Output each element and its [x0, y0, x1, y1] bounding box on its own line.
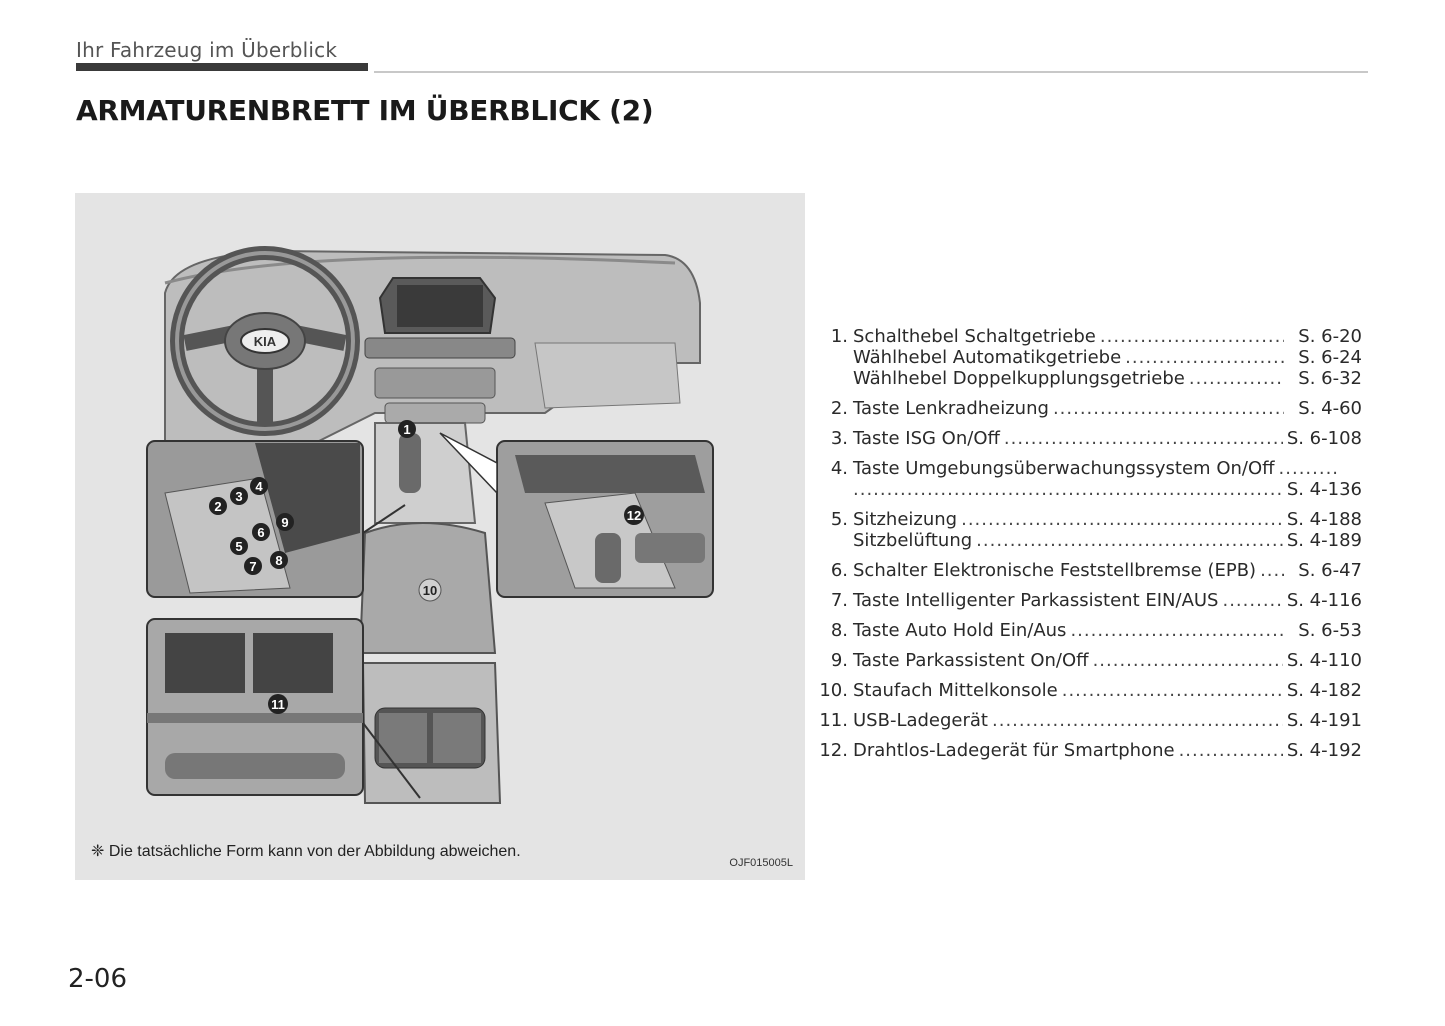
item-label: Taste Umgebungsüberwachungssystem On/Off: [853, 458, 1275, 479]
svg-text:10: 10: [422, 583, 438, 598]
list-item: [812, 590, 1362, 611]
callout-1: [398, 420, 416, 438]
svg-text:12: 12: [626, 508, 642, 523]
page-ref[interactable]: S. 4-191: [1286, 710, 1362, 731]
inset-rear-vents: [147, 619, 363, 795]
svg-text:9: 9: [281, 515, 289, 530]
list-item: [812, 428, 1362, 449]
page-ref[interactable]: S. 4-110: [1286, 650, 1362, 671]
item-label: Schalthebel Schaltgetriebe: [853, 326, 1096, 347]
header-rule-light: [374, 71, 1368, 73]
item-label: Wählhebel Doppelkupplungsgetriebe: [853, 368, 1185, 389]
callout-3: [230, 487, 248, 505]
dashboard-drawing: [75, 193, 805, 880]
list-item: [812, 620, 1362, 641]
item-label: Taste ISG On/Off: [853, 428, 1000, 449]
svg-text:11: 11: [271, 697, 285, 712]
svg-text:4: 4: [255, 479, 263, 494]
callout-7: [244, 557, 262, 575]
svg-text:5: 5: [235, 539, 243, 554]
list-item: [812, 398, 1362, 419]
page-ref[interactable]: S. 4-189: [1286, 530, 1362, 551]
page-title: ARMATURENBRETT IM ÜBERBLICK (2): [76, 94, 654, 127]
list-item: [812, 509, 1362, 551]
callout-10: [419, 579, 441, 601]
svg-text:7: 7: [249, 559, 257, 574]
item-label: Staufach Mittelkonsole: [853, 680, 1058, 701]
item-label: Taste Auto Hold Ein/Aus: [853, 620, 1067, 641]
callout-6: [252, 523, 270, 541]
item-number: 12.: [819, 740, 848, 761]
callout-5: [230, 537, 248, 555]
list-item: [812, 326, 1362, 389]
item-number: 2.: [830, 398, 848, 419]
item-number: 6.: [830, 560, 848, 581]
callout-11: [268, 694, 288, 714]
item-number: 8.: [830, 620, 848, 641]
page-ref[interactable]: S. 4-136: [1286, 479, 1362, 500]
item-label: Drahtlos-Ladegerät für Smartphone: [853, 740, 1175, 761]
page-ref[interactable]: S. 4-116: [1286, 590, 1362, 611]
item-label: Sitzheizung: [853, 509, 958, 530]
callout-4: [250, 477, 268, 495]
svg-text:6: 6: [257, 525, 265, 540]
item-number: 11.: [819, 710, 848, 731]
page-number: 2-06: [68, 964, 128, 994]
callout-9: [276, 513, 294, 531]
page-ref[interactable]: S. 4-60: [1298, 398, 1362, 419]
list-item: [812, 650, 1362, 671]
component-list: [812, 326, 1362, 770]
item-label: Wählhebel Automatikgetriebe: [853, 347, 1122, 368]
page-ref[interactable]: S. 6-32: [1298, 368, 1362, 389]
list-item: [812, 458, 1362, 500]
item-number: 10.: [819, 680, 848, 701]
callout-12: [624, 505, 644, 525]
item-label: Schalter Elektronische Feststellbremse (EPB): [853, 560, 1257, 581]
page-ref[interactable]: S. 4-192: [1286, 740, 1362, 761]
page-ref[interactable]: S. 6-53: [1298, 620, 1362, 641]
item-label: USB-Ladegerät: [853, 710, 988, 731]
dashboard-illustration: [75, 193, 805, 880]
item-number: 1.: [830, 326, 848, 347]
item-label: Taste Parkassistent On/Off: [853, 650, 1089, 671]
item-number: 9.: [830, 650, 848, 671]
list-item: [812, 710, 1362, 731]
page-ref[interactable]: S. 6-24: [1298, 347, 1362, 368]
svg-text:8: 8: [275, 553, 283, 568]
figure-caption: ❈ Die tatsächliche Form kann von der Abbildung abweichen.: [91, 843, 521, 860]
callout-2: [209, 497, 227, 515]
item-number: 4.: [830, 458, 848, 479]
page-ref[interactable]: S. 6-20: [1298, 326, 1362, 347]
page-ref[interactable]: S. 4-182: [1286, 680, 1362, 701]
list-item: [812, 740, 1362, 761]
item-label: Sitzbelüftung: [853, 530, 973, 551]
svg-text:3: 3: [235, 489, 243, 504]
page-ref[interactable]: S. 6-47: [1298, 560, 1362, 581]
inset-wireless-charger: [497, 441, 713, 597]
item-number: 3.: [830, 428, 848, 449]
page-ref[interactable]: S. 4-188: [1286, 509, 1362, 530]
item-number: 5.: [830, 509, 848, 530]
list-item: [812, 560, 1362, 581]
list-item: [812, 680, 1362, 701]
item-label: Taste Intelligenter Parkassistent EIN/AUS: [853, 590, 1219, 611]
header-rule-dark: [76, 63, 368, 71]
figure-code: OJF015005L: [729, 857, 793, 869]
item-label: Taste Lenkradheizung: [853, 398, 1049, 419]
callout-8: [270, 551, 288, 569]
svg-text:2: 2: [214, 499, 222, 514]
page-ref[interactable]: S. 6-108: [1286, 428, 1362, 449]
svg-text:KIA: KIA: [253, 334, 277, 349]
svg-text:1: 1: [403, 422, 411, 437]
running-head: Ihr Fahrzeug im Überblick: [76, 38, 338, 62]
item-number: 7.: [830, 590, 848, 611]
